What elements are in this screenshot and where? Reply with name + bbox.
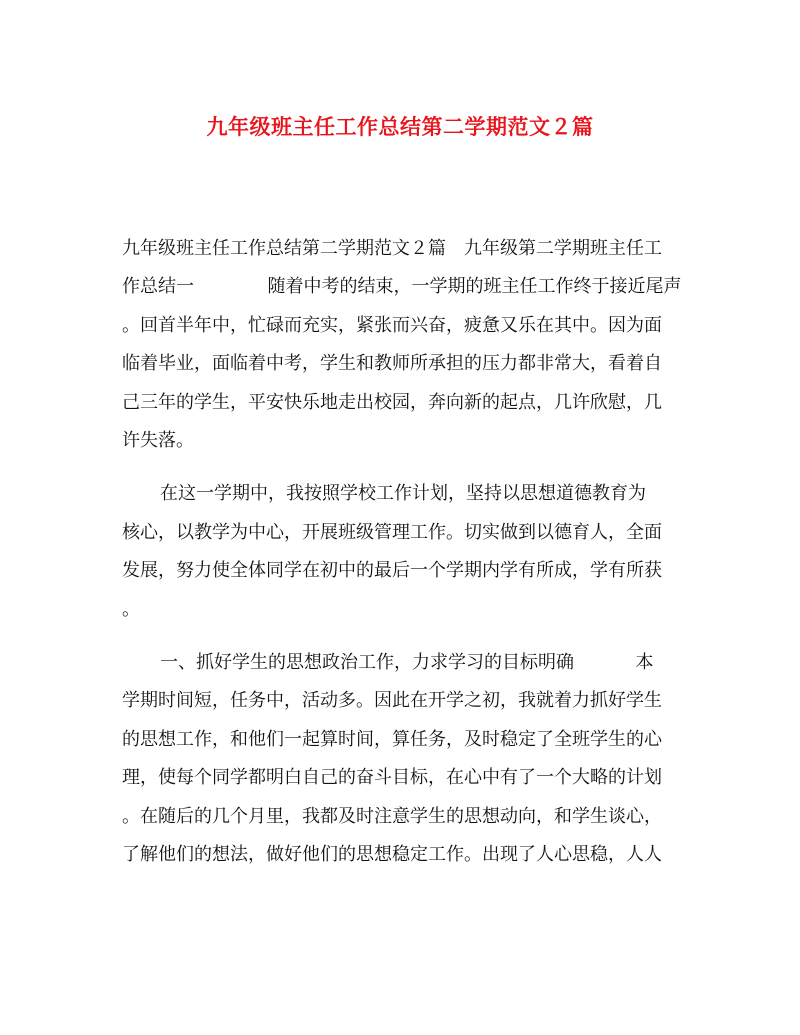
section-heading: 一、抓好学生的思想政治工作，力求学习的目标明确 — [160, 652, 574, 673]
text-line: 。回首半年中，忙碌而充实，紧张而兴奋，疲惫又乐在其中。因为面 — [122, 315, 662, 336]
text-line: 临着毕业，面临着中考，学生和教师所承担的压力都非常大，看着自 — [122, 353, 662, 374]
text-line: 学期时间短，任务中，活动多。因此在开学之初，我就着力抓好学生 — [122, 690, 662, 711]
text-fragment: 本 — [635, 652, 654, 673]
text-line — [122, 275, 682, 299]
text-line: 发展，努力使全体同学在初中的最后一个学期内学有所成，学有所获 — [122, 560, 662, 581]
text-line: 九年级班主任工作总结第二学期范文２篇 九年级第二学期班主任工 — [122, 238, 662, 259]
document-title: 九年级班主任工作总结第二学期范文２篇 — [206, 114, 594, 139]
text-line: 许失落。 — [122, 430, 194, 451]
text-line: 的思想工作，和他们一起算时间，算任务，及时稳定了全班学生的心 — [122, 729, 662, 750]
text-line — [160, 651, 682, 675]
text-line: 。在随后的几个月里，我都及时注意学生的思想动向，和学生谈心， — [122, 806, 662, 827]
text-line: 己三年的学生，平安快乐地走出校园，奔向新的起点，几许欣慰，几 — [122, 392, 662, 413]
text-fragment: 作总结一 — [122, 276, 194, 297]
text-line: 了解他们的想法，做好他们的思想稳定工作。出现了人心思稳，人人 — [122, 844, 662, 865]
text-line: 核心，以教学为中心，开展班级管理工作。切实做到以德育人，全面 — [122, 522, 662, 543]
text-fragment: 随着中考的结束，一学期的班主任工作终于接近尾声 — [267, 276, 682, 297]
text-line: 在这一学期中，我按照学校工作计划，坚持以思想道德教育为 — [160, 483, 646, 504]
text-line: 理，使每个同学都明白自己的奋斗目标，在心中有了一个大略的计划 — [122, 767, 662, 788]
text-line: 。 — [122, 599, 140, 620]
